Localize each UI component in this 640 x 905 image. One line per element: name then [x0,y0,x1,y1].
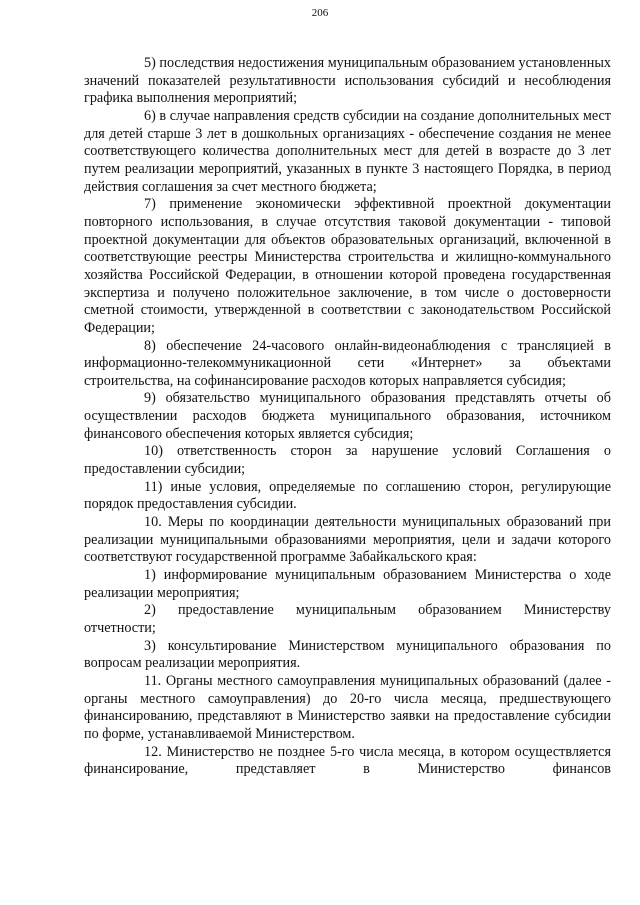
paragraph-item-9: 9) обязательство муниципального образования представлять отчеты об осуществлении расходов бюджета муниципального образования, источником финансового обеспечения которых является субсидия; [84,390,611,442]
paragraph-item-5: 5) последствия недостижения муниципальным образованием установленных значений показателей результативности использования субсидий и несоблюдения графика выполнения мероприятий; [84,55,611,107]
paragraph-item-8: 8) обеспечение 24-часового онлайн-видеонаблюдения с трансляцией в информационно-телекоммуникационной сети «Интернет» за объектами строительства, на софинансирование расходов которых направляется субсидия; [84,337,611,389]
section-10-item-2: 2) предоставление муниципальным образованием Министерству отчетности; [84,602,611,636]
page-number: 206 [311,7,329,19]
section-10-item-3: 3) консультирование Министерством муниципального образования по вопросам реализации мероприятия. [84,637,611,672]
section-11-applications: 11. Органы местного самоуправления муниципальных образований (далее - органы местного самоуправления) до 20-го числа месяца, предшествующего финансированию, представляют в Министерство заявки на предоставление субсидии по форме, устанавливаемой Министерством. [84,672,611,742]
paragraph-item-10: 10) ответственность сторон за нарушение условий Соглашения о предоставлении субсидии; [84,443,611,478]
section-10-coordination: 10. Меры по координации деятельности муниципальных образований при реализации муниципальными образованиями мероприятия, цели и задачи которого соответствуют государственной программе Забайкальского края: [84,514,611,566]
paragraph-item-7: 7) применение экономически эффективной проектной документации повторного использования, в случае отсутствия таковой документации - типовой проектной документации для объектов образовательных организаций, включенной в соответствующие реестры Министерства строительства и жилищно-коммунального хозяйства Российской Федерации, в отношении которой проведена государственная экспертиза и получено положительное заключение, в том числе о достоверности сметной стоимости, утвержденной в соответствии с законодательством Российской Федерации; [84,196,611,336]
document-body [84,55,611,779]
paragraph-item-11: 11) иные условия, определяемые по соглашению сторон, регулирующие порядок предоставления субсидии. [84,478,611,513]
section-10-item-1: 1) информирование муниципальным образованием Министерства о ходе реализации мероприятия; [84,567,611,601]
section-12-financing: 12. Министерство не позднее 5-го числа месяца, в котором осуществляется финансирование, представляет в Министерство финансов [84,743,611,778]
paragraph-item-6: 6) в случае направления средств субсидии на создание дополнительных мест для детей старше 3 лет в дошкольных организациях - обеспечение создания не менее соответствующего количества дополнительных мест для детей в возрасте до 3 лет путем реализации мероприятий, указанных в пункте 3 настоящего Порядка, в период действия соглашения за счет местного бюджета; [84,107,611,195]
